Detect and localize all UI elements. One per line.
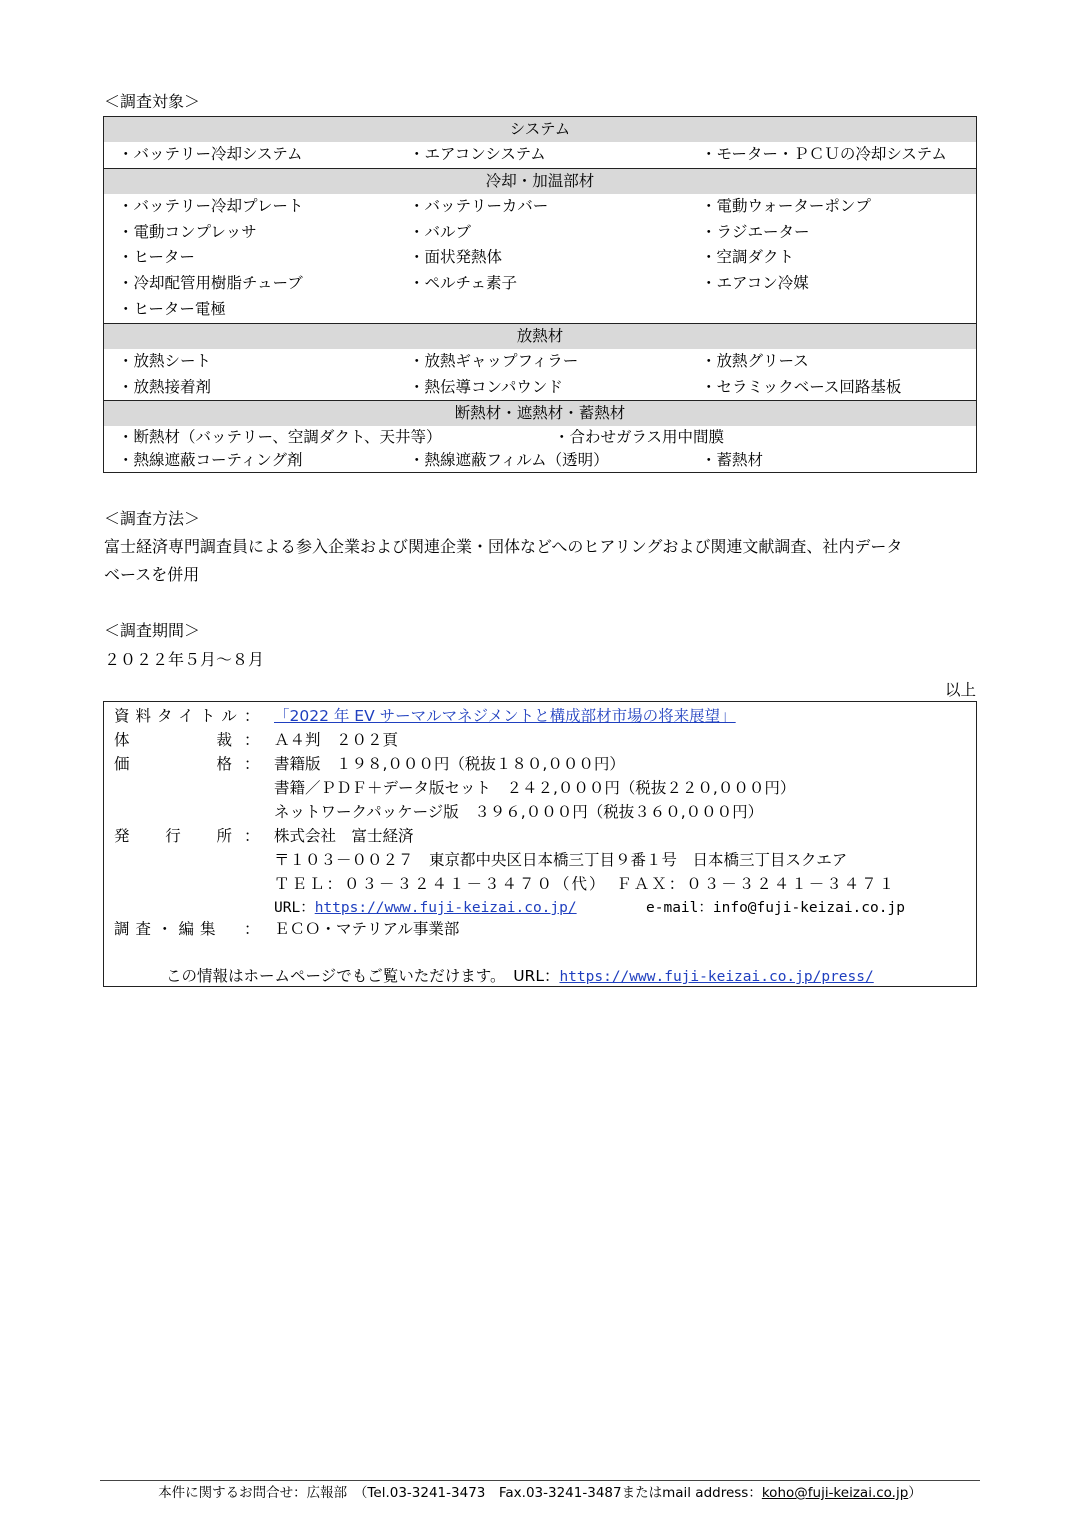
method-line: ベースを併用	[104, 565, 200, 584]
method-line: 富士経済専門調査員による参入企業および関連企業・団体などへのヒアリングおよび関連文献調査、社内データ	[104, 537, 903, 556]
homepage-text: この情報はホームページでもご覧いただけます。 URL：	[166, 967, 560, 985]
item: ・エアコン冷媒	[701, 274, 809, 293]
item: ・放熱グリース	[701, 351, 809, 370]
colon: ：	[244, 707, 260, 725]
item: ・ヒーター	[118, 248, 195, 267]
item: ・放熱シート	[118, 351, 212, 370]
price-label: 価 格	[114, 755, 232, 773]
format-label: 体 裁	[114, 731, 232, 749]
period-heading: ＜調査期間＞	[104, 621, 201, 640]
item: ・熱線遮蔽コーティング剤	[118, 451, 303, 470]
editor-label: 調査・編集	[114, 920, 222, 938]
publisher-label: 発 行 所	[114, 827, 232, 845]
item: ・熱伝導コンパウンド	[409, 377, 563, 396]
category-header-heat-dissipation: 放熱材	[104, 323, 976, 349]
item: ・蓄熱材	[701, 451, 764, 470]
item: ・面状発熱体	[409, 248, 503, 267]
format-value: Ａ４判 ２０２頁	[274, 731, 399, 749]
press-link[interactable]: https://www.fuji-keizai.co.jp/press/	[559, 969, 874, 985]
title-link[interactable]: 「2022 年 EV サーマルマネジメントと構成部材市場の将来展望」	[274, 707, 736, 725]
item: ・ラジエーター	[701, 222, 810, 241]
colon: ：	[244, 731, 260, 749]
publisher-phone: ＴＥＬ：０３－３２４１－３４７０（代） ＦＡＸ：０３－３２４１－３４７１	[274, 875, 897, 893]
item: ・バッテリー冷却プレート	[118, 196, 304, 215]
item: ・放熱ギャップフィラー	[409, 351, 579, 370]
item: ・バッテリーカバー	[409, 196, 549, 215]
item: ・電動コンプレッサ	[118, 222, 257, 241]
editor-value: ＥＣＯ・マテリアル事業部	[274, 920, 460, 938]
closing-text: 以上	[944, 681, 976, 699]
colon: ：	[244, 755, 260, 773]
price-line: 書籍版 １９８,０００円（税抜１８０,０００円）	[274, 755, 625, 773]
publisher-email[interactable]: e-mail：info@fuji-keizai.co.jp	[646, 900, 905, 916]
item: ・ヒーター電極	[118, 299, 226, 318]
item: ・電動ウォーターポンプ	[701, 196, 871, 215]
footer-close: ）	[908, 1485, 922, 1501]
footer-contact	[0, 1484, 1080, 1502]
item: ・空調ダクト	[701, 248, 795, 267]
item: ・モーター・ＰＣＵの冷却システム	[701, 145, 947, 163]
website-link[interactable]: https://www.fuji-keizai.co.jp/	[314, 900, 577, 916]
footer-divider	[100, 1480, 980, 1481]
item: ・熱線遮蔽フィルム（透明）	[409, 451, 609, 470]
publisher-line: 株式会社 富士経済	[274, 827, 414, 845]
colon: ：	[244, 827, 260, 845]
item: ・エアコンシステム	[409, 145, 546, 163]
survey-target-table	[103, 116, 977, 473]
category-header-insulation: 断熱材・遮熱材・蓄熱材	[104, 400, 976, 426]
item: ・セラミックベース回路基板	[701, 377, 902, 396]
footer-email[interactable]: koho@fuji-keizai.co.jp	[761, 1485, 909, 1501]
method-heading: ＜調査方法＞	[104, 509, 201, 528]
publisher-address: 〒１０３－００２７ 東京都中央区日本橋三丁目９番１号 日本橋三丁目スクエア	[274, 851, 848, 869]
price-line: ネットワークパッケージ版 ３９６,０００円（税抜３６０,０００円）	[274, 803, 764, 821]
item: ・断熱材（バッテリー、空調ダクト、天井等）	[118, 428, 442, 447]
item: ・合わせガラス用中間膜	[554, 428, 725, 447]
category-header-system: システム	[104, 117, 976, 142]
item: ・バルブ	[409, 222, 472, 241]
footer-text: 本件に関するお問合せ：広報部 （Tel.03-3241-3473 Fax.03-3241-3487またはmail address：	[158, 1485, 762, 1501]
item: ・冷却配管用樹脂チューブ	[118, 274, 303, 293]
item: ・ペルチェ素子	[409, 274, 518, 293]
target-heading: ＜調査対象＞	[104, 92, 201, 111]
colon: ：	[244, 920, 260, 938]
method-text	[104, 533, 976, 589]
publisher-url: URL：https://www.fuji-keizai.co.jp/	[274, 900, 577, 916]
category-header-cooling: 冷却・加温部材	[104, 168, 976, 194]
period-text: ２０２２年５月～８月	[104, 650, 265, 669]
title-label: 資料タイトル	[114, 707, 243, 725]
item: ・バッテリー冷却システム	[118, 145, 303, 163]
price-line: 書籍／ＰＤＦ＋データ版セット ２４２,０００円（税抜２２０,０００円）	[274, 779, 796, 797]
item: ・放熱接着剤	[118, 377, 212, 396]
publication-info-box	[103, 701, 977, 987]
